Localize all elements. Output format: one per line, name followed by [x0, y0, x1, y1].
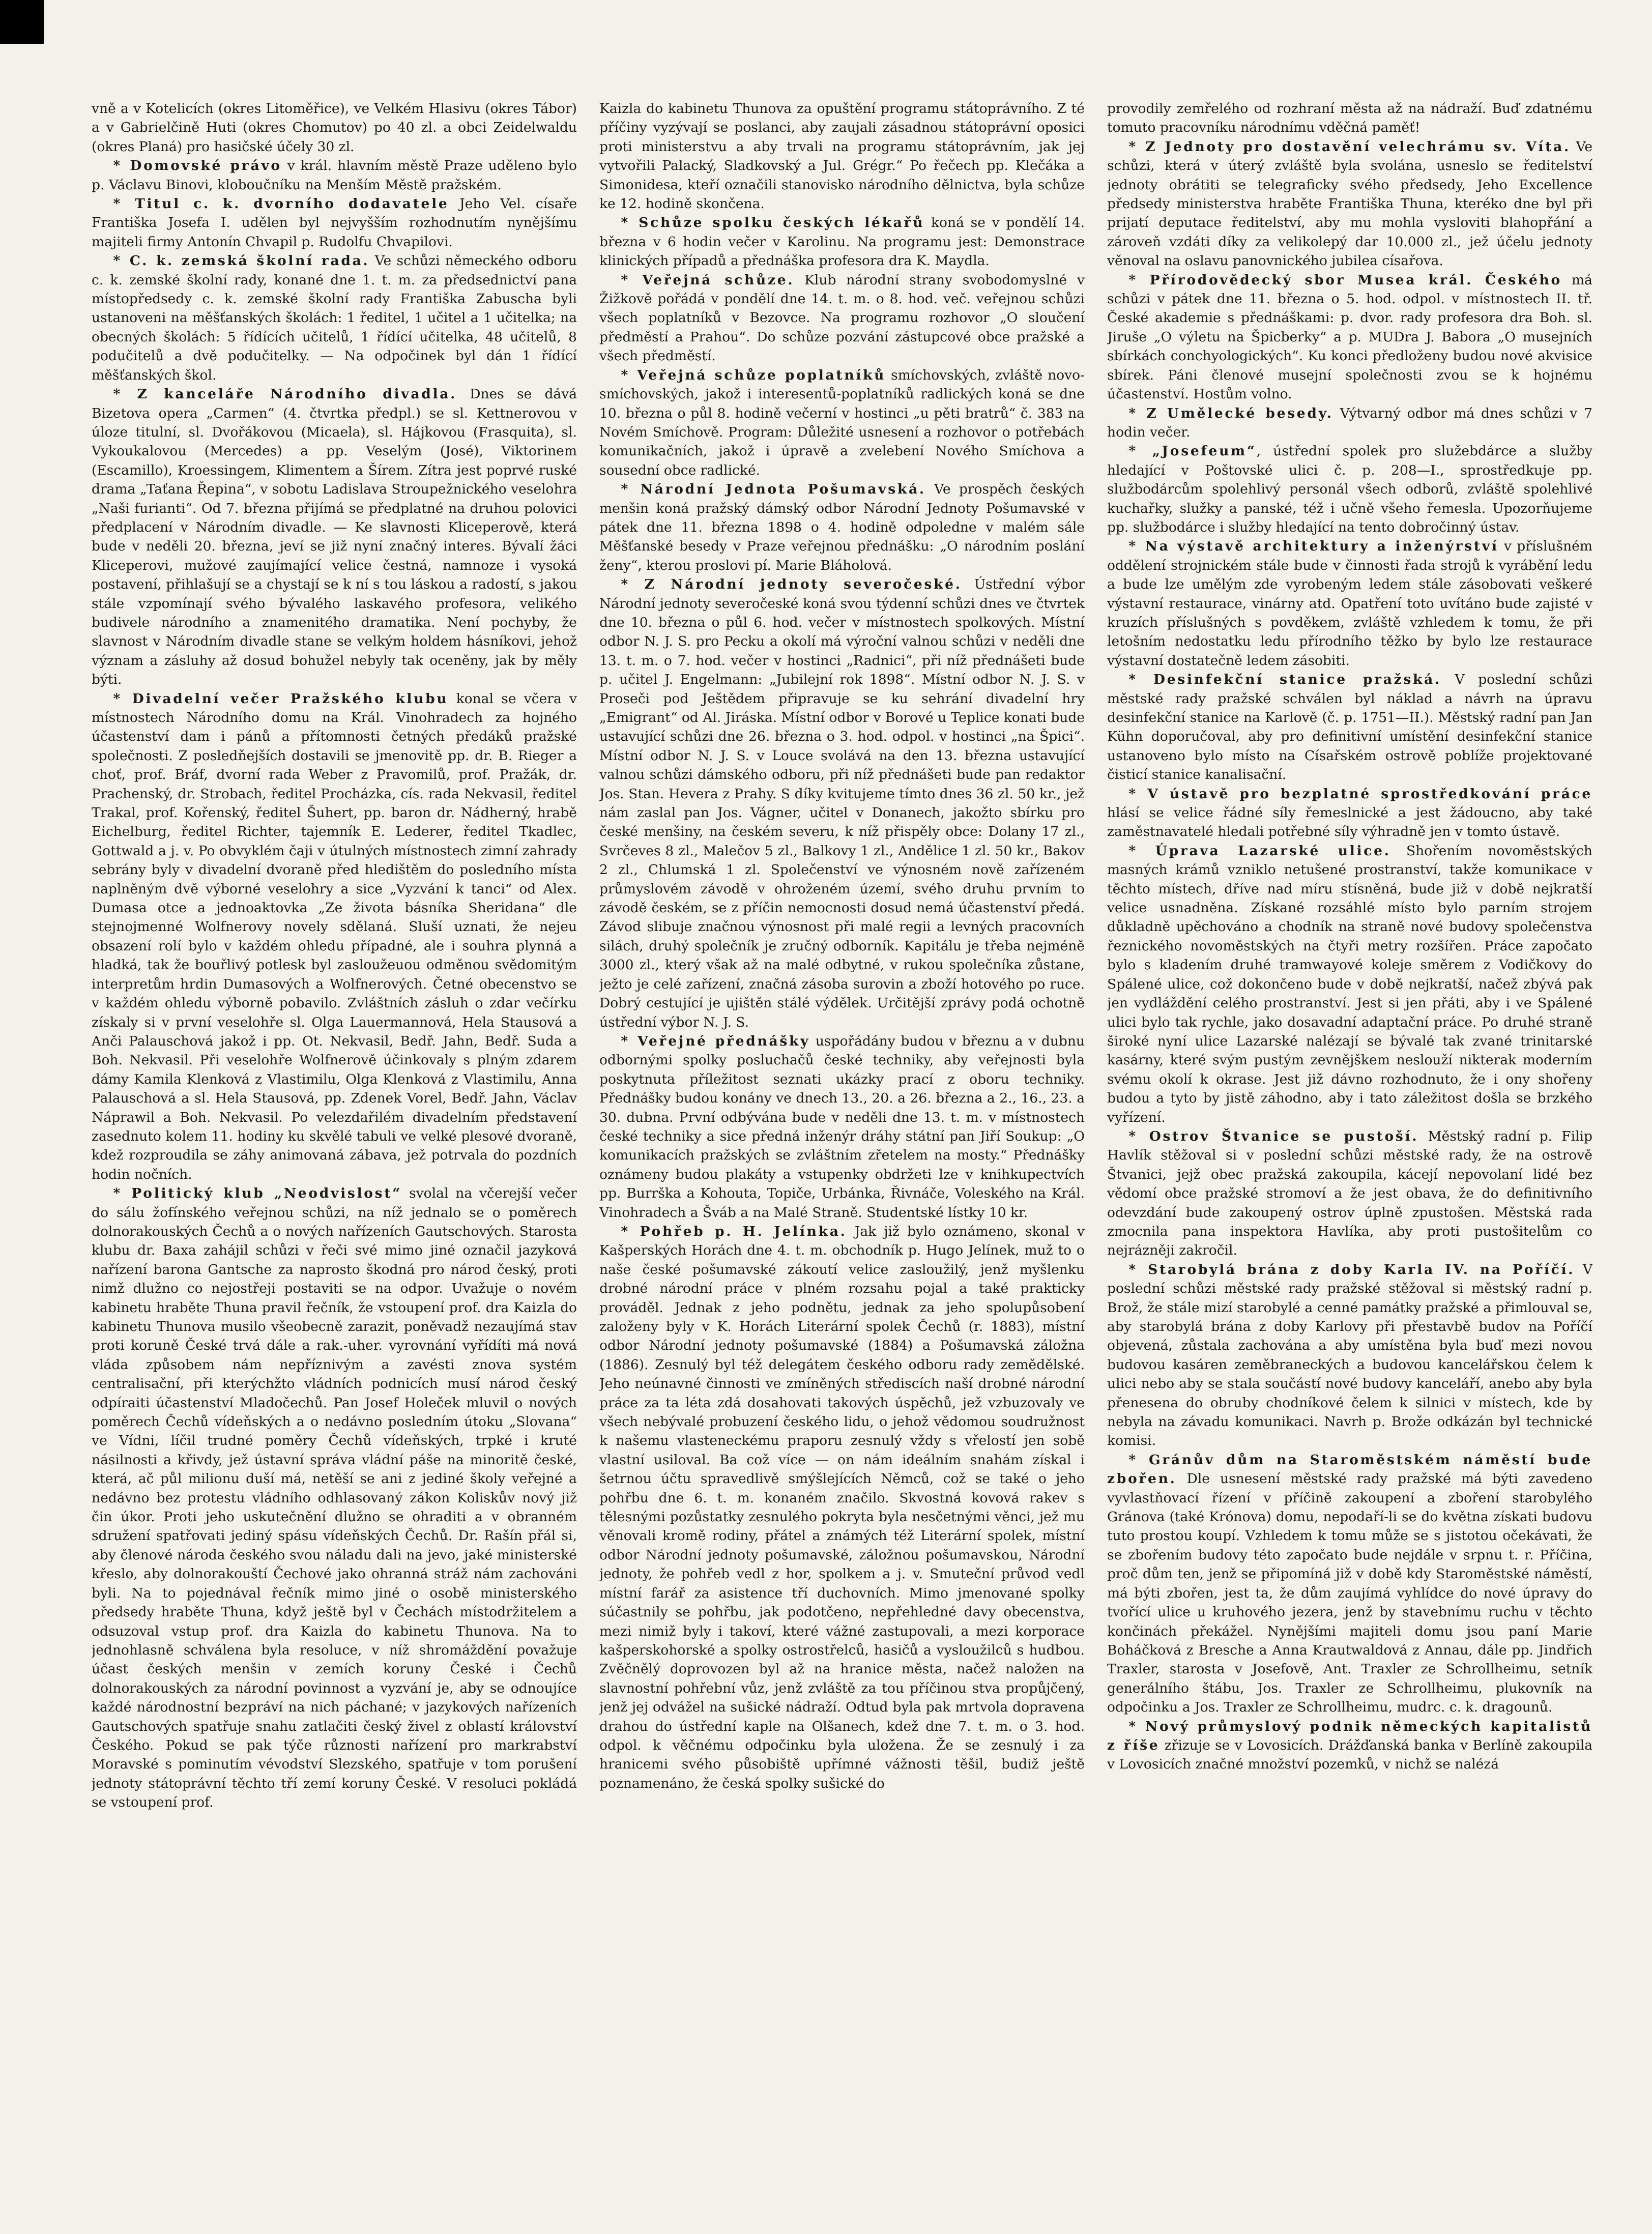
news-item-heading: * Přírodovědecký sbor Musea král. Českého [1128, 272, 1562, 288]
news-item [1107, 271, 1592, 404]
news-item-heading: * „Josefeum“ [1128, 443, 1257, 459]
news-item-text: zřizuje se v Lovosicích. Drážďanská banka v Berlíně zakoupila v Lovosicích značné množství pozemků, v nichž se nalézá [1107, 1737, 1592, 1773]
news-item [92, 156, 577, 194]
news-item-text: v příslušném oddělení strojnickém stále bude v činnosti řada strojů k vyrábění ledu a bude lze umělým zde vyrobeným ledem stále zásobovati veškeré výstavní restaurace, vinárny atd. Opatření toto uvítáno bude zajisté v kruzích příslušných s povděkem, zvláště vzhledem k tomu, že při letošním nedostatku ledu přírodního těžko by bylo lze restaurace výstavní dostatečně ledem zásobiti. [1107, 538, 1592, 669]
news-item-heading: * Úprava Lazarské ulice. [1128, 843, 1391, 859]
news-item-heading: * Desinfekční stanice pražská. [1128, 672, 1441, 688]
news-item [1107, 99, 1592, 137]
news-item-text: Kaizla do kabinetu Thunova za opuštění programu státoprávního. Z té příčiny vyzývají se poslanci, aby zaujali zásadnou státoprávní oposici proti ministerstvu a aby trvali na programu státoprávním, jak jej vytvořili Palacký, Sladkovský a Jul. Grégr.“ Po řečech pp. Klečáka a Simonidesa, kteří označili stanovisko národního dělnictva, byla schůze ke 12. hodině skončena. [599, 101, 1085, 212]
news-item-heading: * Z Národní jednoty severočeské. [621, 576, 962, 593]
news-item [92, 99, 577, 156]
news-item-heading: * Z Jednoty pro dostavění velechrámu sv. Víta. [1128, 138, 1571, 155]
news-item-heading: * Ostrov Štvanice se pustoší. [1128, 1128, 1419, 1144]
news-item [1107, 137, 1592, 271]
news-item [599, 99, 1085, 213]
news-item [599, 1032, 1085, 1222]
columns-container [92, 99, 1592, 2190]
news-item-heading: * Na výstavě architektury a inženýrství [1128, 538, 1499, 555]
news-item-text: Ústřední výbor Národní jednoty severočeské koná svou týdenní schůzi dnes ve čtvrtek dne 10. března o půl 6. hod. večer v místnostech spolkových. Místní odbor N. J. S. pro Pecku a okolí má výroční valnou schůzi v neděli dne 13. t. m. o 7. hod. večer v hostinci „Radnici“, při níž přednášeti bude p. učitel J. Engelmann: „Jubilejní rok 1898“. Místní odbor N. J. S. v Proseči pod Ještědem připravuje se ku sehrání divadelní hry „Emigrant“ od Al. Jiráska. Místní odbor v Borové u Teplice konati bude ustavující schůzi dne 26. března o 3. hod. odpol. v hostinci „na Špici“. Místní odbor N. J. S. v Louce svolává na den 13. března ustavující valnou schůzi dámského odboru, při níž přednášeti bude pan redaktor Jos. Stan. Hevera z Prahy. S díky kvitujeme tímto dnes 36 zl. 50 kr., jež nám zaslal pan Jos. Vágner, učitel v Donanech, jakožto sbírku pro české menšiny, na českém severu, k níž přispěly obce: Dolany 17 zl., Svrčeves 8 zl., Malečov 5 zl., Balkovy 1 zl., Andělice 1 zl. 50 kr., Bakov 2 zl., Chlumská 1 zl. Společenství ve výnosném nově zařízeném průmyslovém závodě v ohroženém území, svého druhu prvním to závodě českém, se z příčin nemocnosti dosud nemá účastenství předá. Závod slibuje značnou výnosnost při malé regii a levných pracovních silách, druhý společník je zručný odborník. Kapitálu je třeba nejméně 3000 zl., který však až na malé odbytné, v rukou společníka zůstane, ježto je celé zařízení, značná zásoba surovin a zboží hotového po ruce. Dobrý cestující je ujištěn stálé výdělek. Určitější zprávy podá ochotně ústřední výbor N. J. S. [599, 576, 1085, 1030]
news-item [599, 213, 1085, 270]
news-item-text: Ve schůzi německého odboru c. k. zemské školní rady, konané dne 1. t. m. za předsednictví pana místopředsedy c. k. zemské školní rady Františka Zabuscha byli ustanoveni na měšťanských školách: 1 ředitel, 1 učitel a 1 učitelka; na obecných školách: 5 řídících učitelů, 1 řídící učitelka, 48 učitelů, 8 podučitelů a dvě podučitelky. — Na odpočinek byl dán 1 řídící měšťanských škol. [92, 253, 577, 383]
news-item-heading: * Domovské právo [113, 158, 282, 174]
news-item-heading: * Z Umělecké besedy. [1128, 405, 1334, 421]
news-item [1107, 1450, 1592, 1717]
news-item [599, 480, 1085, 575]
news-item-heading: * Schůze spolku českých lékařů [621, 215, 925, 231]
column-1 [92, 99, 577, 2190]
news-item-heading: * C. k. zemská školní rada. [113, 253, 370, 269]
news-item-text: Městský radní p. Filip Havlík stěžoval si v poslední schůzi městské rady, že na ostrově Štvanici, jejž obec pražská zakoupila, kácejí nepovolaní lidé bez vědomí obce pražské stromoví a že jest obava, že do definitivního odevzdání bude zakoupený ostrov úplně zpustošen. Městská rada zmocnila pana inspektora Havlíka, aby proti pustošitelům co nejrázněji zakročil. [1107, 1128, 1592, 1259]
news-item [599, 1222, 1085, 1793]
news-item-text: Shořením novoměstských masných krámů vzniklo netušené prostranství, takže komunikace v těchto místech, dříve nad míru stísněná, bude již v době nejkratší velice usnadněna. Získané rozsáhlé místo bylo parním strojem důkladně upěchováno a chodník na straně nové budovy společenstva řeznického novoměstských na čtyři metry rozšířen. Práce započato bylo s kladením druhé tramwayové koleje směrem z Vodičkovy do Spálené ulice, což dokončeno bude v době nejkratší, načež zbývá pak jen vydláždění celého prostranství. Jest si jen přáti, aby i ve Spálené ulici bylo tak rychle, jako dosavadní adaptační práce. Po druhé straně široké nyní ulice Lazarské nalézají se bývalé tak zvané trinitarské kasárny, které svým pustým zevnějškem neslouží nikterak moderním svému okolí k okrase. Jest již dávno rozhodnuto, že i ony shořeny budou a tyto by jistě záhodno, aby i tato záležitost došla se brzkého vyřízení. [1107, 843, 1592, 1125]
news-item [1107, 785, 1592, 842]
news-item [1107, 1717, 1592, 1774]
news-item [1107, 1260, 1592, 1450]
news-item-text: Ve prospěch českých menšin koná pražský dámský odbor Národní Jednoty Pošumavské v pátek dne 11. března 1898 o 4. hodině odpoledne v malém sále Měšťanské besedy v Praze veřejnou přednášku: „O národním poslání ženy“, kterou proslovi pí. Marie Bláholová. [599, 481, 1085, 573]
news-item-text: V poslední schůzi městské rady pražské stěžoval si městský radní p. Brož, že stále mizí starobylé a cenné památky pražské a přimlouval se, aby starobylá brána z doby Karlovy při přestavbě budov na Poříčí objevená, zůstala zachována a aby umístěna byla buď mezi novou budovou kasáren zeměbraneckých a budovou kancelářskou čelem k ulici nebo aby se stala součástí nové budovy kanceláří, anebo aby byla přenesena do obruby chodníkové čelem k silnici v místech, kde by nebyla na závadu komunikaci. Navrh p. Brože odkázán byl technické komisi. [1107, 1261, 1592, 1449]
news-item-heading: * Politický klub „Neodvislost“ [113, 1185, 402, 1202]
news-item-text: má schůzi v pátek dne 11. března o 5. hod. odpol. v místnostech II. tř. České akademie s přednáškami: p. dvor. rady profesora dra Boh. sl. Jiruše „O výletu na Špicberky“ a p. MUDra J. Babora „O musejních sbírkách conchyologických“. Ku konci předloženy budou nové akvisice sbírek. Páni členové musejní společnosti zvou se k hojnému účastenství. Hostům volno. [1107, 272, 1592, 402]
news-item [92, 194, 577, 251]
news-item [1107, 842, 1592, 1127]
news-item [92, 689, 577, 1184]
news-item [92, 251, 577, 385]
news-item-heading: * Veřejná schůze. [621, 272, 795, 288]
news-item-text: v král. hlavním městě Praze uděleno bylo p. Václavu Binovi, kloboučníku na Menším Městě pražském. [92, 158, 577, 193]
news-item-text: koná se v pondělí 14. března v 6 hodin večer v Karolinu. Na programu jest: Demonstrace klinických případů a přednáška profesora dra K. Maydla. [599, 215, 1085, 269]
news-item [1107, 1127, 1592, 1260]
news-item [92, 385, 577, 689]
news-item-heading: * Pohřeb p. H. Jelínka. [621, 1223, 847, 1239]
news-item [1107, 537, 1592, 670]
news-item-text: Klub národní strany svobodomyslné v Žižkově pořádá v pondělí dne 14. t. m. o 8. hod. več. veřejnou schůzi všech poplatníků v Bezovce. Na programu rozhovor „O sloučení předměstí a Prahou“. Do schůze pozvání zástupcové obce pražské a všech předměstí. [599, 272, 1085, 364]
news-item-text: Ve schůzi, která v úterý zvláště byla svolána, usneslo se ředitelství jednoty obrátiti se telegraficky svého předsedy, Jeho Excellence předsedy ministerstva hraběte Františka Thuna, kteréko dne byl při prijatí deputace ředitelství, aby mu mohla vysloviti blahopřání a zároveň vzdáti díky za velikolepý dar 10.000 zl., jež účelu jednoty věnoval na oslavu panovnického jubilea císařova. [1107, 138, 1592, 269]
news-item-heading: * Starobylá brána z doby Karla IV. na Poříčí. [1128, 1261, 1575, 1278]
news-item-heading: * V ústavě pro bezplatné sprostředkování práce [1128, 786, 1592, 802]
news-item-text: Jeho Vel. císaře Františka Josefa I. udělen byl nejvyšším rozhodnutím nynějšímu majiteli firmy Antonín Chvapil p. Rudolfu Chvapilovi. [92, 196, 577, 250]
news-item-text: Výtvarný odbor má dnes schůzi v 7 hodin večer. [1107, 405, 1592, 440]
news-item-text: , ústřední spolek pro služebdárce a služby hledající v Poštovské ulici č. p. 208—I., sprostředkuje pp. službodárcům spolehlivý personál všech odborů, zvláště spolehlivé kuchařky, služky a panské, též i učně všeho řemesla. Upozorňujeme pp. službodárce i služby hledající na tento dobročinný ústav. [1107, 443, 1592, 535]
news-item-heading: * Národní Jednota Pošumavská. [621, 481, 926, 498]
news-item-text: Dnes se dává Bizetova opera „Carmen“ (4. čtvrtka předpl.) se sl. Kettnerovou v úloze titulní, sl. Dvořákovou (Micaela), sl. Hájkovou (Frasquita), sl. Vykoukalovou (Mercedes) a pp. Veselým (José), Viktorinem (Escamillo), Kroessingem, Klimentem a Šírem. Zítra jest poprvé ruské drama „Taťana Řepina“, v sobotu Ladislava Stroupežnického veselohra „Naši furianti“. Od 7. března přijímá se předplatné na druhou polovici předplacení v Národním divadle. — Ke slavnosti Kliceperově, která bude v neděli 20. března, jeví se již nyní značný interes. Bývalí žáci Kliceperovi, mužové zaujímající velice čestná, namnoze i vysoká postavení, přihlašují se a chystají se k ní s tou láskou a radostí, s jakou stále vzpomínají svého bývalého laskavého profesora, velikého budivele národního a znamenitého dramatika. Není pochyby, že slavnost v Národním divadle stane se velkým holdem hásníkovi, jehož význam a zásluhy až dosud bohužel nebyly tak oceněny, jak by měly býti. [92, 386, 577, 688]
column-3 [1107, 99, 1592, 2190]
news-item [599, 575, 1085, 1032]
news-item-text: Dle usnesení městské rady pražské má býti zavedeno vyvlastňovací řízení v příčině zakoupení a zboření starobylého Gránova (také Krónova) domu, nepodaří-li se do května získati budovu tuto prostou koupí. Vzhledem k tomu může se s jistotou očekávati, že se zbořením budovy této započato bude nejdále v srpnu t. r. Příčina, proč dům ten, jenž se připomíná již v době kdy Staroměstské náměstí, má býti zbořen, jest ta, že dům zaujímá vyhlídce do nové úpravy do tvořící ulice u kruhového jezera, jenž by stavebnímu ruchu v těchto končinách překážel. Nynějšími majiteli domu jsou paní Marie Boháčková z Bresche a Anna Krautwaldová z Annau, dále pp. Jindřich Traxler, starosta v Josefově, Ant. Traxler ze Schrollheimu, setník generálního štábu, Jos. Traxler ze Schrollheimu, plukovník na odpočinku a Jos. Traxler ze Schrollheimu, mudrc. c. k. dragounů. [1107, 1471, 1592, 1716]
news-item-text: V poslední schůzi městské rady pražské schválen byl náklad a návrh na úpravu desinfekční stanice na Karlově (č. p. 1751—II.). Městský radní pan Jan Kühn doporučoval, aby pro definitivní umístění desinfekční stanice ustanoveno bylo místo na Císařském ostrově poblíže projektované čisticí stanice kanalisační. [1107, 672, 1592, 783]
news-item [92, 1184, 577, 1812]
news-item-heading: * Veřejné přednášky [621, 1033, 810, 1049]
news-item [1107, 404, 1592, 442]
news-item-text: Jak již bylo oznámeno, skonal v Kašperských Horách dne 4. t. m. obchodník p. Hugo Jelínek, muž to o naše české pošumavské zákoutí velice zasloužilý, jenž myšlenku drobné národní práce v plném rozsahu pojal a také prakticky prováděl. Jednak z jeho podnětu, jednak za jeho spolupůsobení založeny byly v K. Horách Literární spolek Čechů (r. 1883), místní odbor Národní jednoty pošumavské (1884) a Pošumavská záložna (1886). Zesnulý byl též delegátem českého odboru rady zemědělské. Jeho neúnavné činnosti ve zmíněných střediscích naší drobné národní práce za ta léta zdá dosahovati takových úspěchů, jež vzbuzovaly ve všech nebývalé probuzení českého lidu, o jehož vědomou soudružnost k našemu vlasteneckému praporu zesnulý vždy s vřelostí jen sobě vlastní usiloval. Ba což více — on nám ideálním snahám získal i šetrnou účtu spravedlivě smýšlejících Němců, což se také o jeho pohřbu dne 6. t. m. konaném značilo. Skvostná kovová rakev s tělesnými pozůstatky zesnulého pokryta byla nesčetnými věnci, jež mu věnovali kromě rodiny, přátel a známých též Literární spolek, místní odbor Národní jednoty pošumavské, záložnou pošumavskou, Národní jednoty, že pohřeb vedl z hor, spolkem a j. v. Smuteční průvod vedl místní farář za asistence tří duchovních. Mimo jmenované spolky súčastnily se pohřbu, jak podotčeno, nepřehledné davy obecenstva, mezi nimiž byly i takoví, které vážné zastupovali, a mezi korporace kašperskohorské a spolky ostrostřelců, hasičů a vysloužilců s hudbou. Zvěčnělý doprovozen byl až na hranice města, načež naložen na slavnostní pohřební vůz, jenž zvláště za tou příčinou stva propůjčený, jenž jej odvážel na sušické nádraží. Odtud byla pak mrtvola dopravena drahou do ústřední kaple na Olšanech, kdež dne 7. t. m. o 3. hod. odpol. k věčnému odpočinku byla uložena. Že se zesnulý i za hranicemi svého působiště upřímné vážnosti těšil, budiž ještě poznamenáno, že česká spolky sušické do [599, 1223, 1085, 1791]
column-2 [599, 99, 1085, 2190]
news-item-text: konal se včera v místnostech Národního domu na Král. Vinohradech za hojného účastenství dam i pánů a přítomnosti četných předáků pražské společnosti. Z posledňejších dostavili se jmenovitě pp. dr. B. Rieger a choť, prof. Bráf, dvorní rada Weber z Pravomilů, prof. Pražák, dr. Prachenský, dr. Strobach, ředitel Procházka, cís. rada Nekvasil, ředitel Trakal, prof. Kořenský, ředitel Šuhert, pp. baron dr. Nádherný, hrabě Eichelburg, ředitel Richter, tajemník E. Lederer, ředitel Tkadlec, Gottwald a j. v. Po obvyklém čaji v útulných místnostech zimní zahrady sebrány byly v divadelní dvoraně před hledištěm do posledního místa naplněným dvě výborné veselohry a sice „Vyzvání k tanci“ od Alex. Dumasa otce a jednoaktovka „Ze života básníka Sheridana“ dle stejnojmenné Wolfnerovy novely sdělaná. Sluší uznati, že nejeu obsazení rolí bylo v každém ohledu případné, ale i souhra plynná a hladká, tak že bouřlivý potlesk byl zasloužeuou odměnou svědomitým interpretům hrdin Dumasových a Wolfnerových. Četné obecenstvo se v každém ohledu výborně pobavilo. Zvláštních zásluh o zdar večírku získaly si v první veselohře sl. Olga Lauermannová, Hela Stausová a Anči Palauschová jakož i pp. Ot. Nekvasil, Bedř. Jahn, Bedř. Suda a Boh. Nekvasil. Při veselohře Wolfnerově účinkovaly s plným zdarem dámy Kamila Klenková z Vlastimilu, Olga Klenková z Vlastimilu, Anna Palauschová a sl. Hela Stausová, pp. Zdenek Vorel, Bedř. Jahn, Václav Náprawil a Boh. Nekvasil. Po velezdařilém divadelním představení zasednuto kolem 11. hodiny ku skvělé tabuli ve velké plesové dvoraně, kdež rozproudila se záhy animovaná zábava, jež potrvala do pozdních hodin nočních. [92, 690, 577, 1182]
news-item-heading: * Nový průmyslový podnik německých kapitalistů z říše [1107, 1718, 1592, 1753]
news-item [1107, 670, 1592, 784]
news-item-text: smíchovských, zvláště novo-smíchovských, jakož i interesentů-poplatníků radlických koná se dne 10. března o půl 8. hodině večerní v hostinci „u pěti bratrů“ č. 383 na Novém Smíchově. Program: Důležité usnesení a rozhovor o potřebách komunikačních, jakož i úpravě a zvelebení Nového Smíchova a sousední obce radlické. [599, 367, 1085, 478]
news-item-heading: * Titul c. k. dvorního dodavatele [113, 196, 449, 212]
news-item-text: vně a v Kotelicích (okres Litoměřice), ve Velkém Hlasivu (okres Tábor) a v Gabrielčině Huti (okres Chomutov) po 40 zl. a obci Zeidelwaldu (okres Planá) pro hasičské účely 30 zl. [92, 101, 577, 155]
news-item-heading: * Divadelní večer Pražského klubu [113, 690, 449, 707]
news-item [599, 271, 1085, 366]
news-item [599, 366, 1085, 480]
scan-corner-mark [0, 0, 44, 44]
news-item-heading: * Z kanceláře Národního divadla. [113, 386, 457, 402]
news-item-text: hlásí se velice řádné síly řemeslnické a jest žádoucno, aby také zaměstnavatelé hledali potřebné síly výhradně jen v tomto ústavě. [1107, 805, 1592, 840]
news-item-text: uspořádány budou v březnu a v dubnu odbornými spolky posluchačů české techniky, aby veřejnosti byla poskytnuta příležitost seznati ukázky prací z oboru techniky. Přednášky budou konány ve dnech 13., 20. a 26. března a 2., 16., 23. a 30. dubna. První odbývána bude v neděli dne 13. t. m. v místnostech české techniky a sice předná inženýr dráhy státní pan Jiří Soukup: „O komunikacích pražských se zvláštním zřetelem na mosty.“ Přednášky oznámeny budou plakáty a vstupenky obdržeti lze v knihkupectvích pp. Burrška a Kohouta, Topiče, Urbánka, Řivnáče, Voleského na Král. Vinohradech a Šváb a na Malé Straně. Studentské lístky 10 kr. [599, 1033, 1085, 1221]
news-item-heading: * Gránův dům na Staroměstském náměstí bude zbořen. [1107, 1452, 1592, 1487]
news-item-heading: * Veřejná schůze poplatníků [621, 367, 886, 383]
news-item [1107, 442, 1592, 537]
news-item-text: provodily zemřelého od rozhraní města až na nádraží. Buď zdatnému tomuto pracovníku národnímu vděčná paměť! [1107, 101, 1592, 136]
news-item-text: svolal na včerejší večer do sálu žofínského veřejnou schůzi, na níž jednalo se o poměrech dolnorakouských Čechů a o nových nařízeních Gautschových. Starosta klubu dr. Baxa zahájil schůzi v řeči své mimo jiné označil jazyková nařízení barona Gantsche za naprosto škodná pro národ český, proti nimž dlužno co nejostřeji postaviti se na odpor. Uvažuje o novém kabinetu hraběte Thuna pravil řečník, že vstoupení prof. dra Kaizla do kabinetu Thunova musilo všeobecně zarazit, poněvadž nezaujímá stav proti koruně České trvá dále a rak.-uher. vyrovnání vyřídíti má nová vláda způsobem nám nepříznivým a zavésti znova systém centralisační, při kterýchžto vládních podnicích musí národ český odpíraiti účastenství Mladočechů. Pan Josef Holeček mluvil o nových poměrech Čechů vídeňských a o nedávno posledním útoku „Slovana“ ve Vídni, líčil trudné poměry Čechů vídeňských, trpké i kruté násilnosti a křivdy, jež ústavní správa vládní páše na minoritě české, která, ač půl milionu duší má, netěší se ani z jediné školy veřejné a nedávno bez protestu vládního odhlasovaný zákon Koliskův nový již čin úkor. Proti jeho uskutečnění dlužno se ohraditi a v obranném sdružení spatřovati jediný spásu vídeňských Čechů. Dr. Rašín přál si, aby členové národa českého svou náladu dali na jevo, jaké ministerské křeslo, aby dolnorakouští Čechové jako ohranná stráž nám zachováni byli. Na to pojednával řečník mimo jiné o osobě ministerského předsedy hraběte Thuna, když ještě byl v Čechách místodržitelem a odsuzoval vstup prof. dra Kaizla do kabinetu Thunova. Na to jednohlasně schválena byla resoluce, v níž shromáždění považuje účast českých menšin v zemích koruny České i Čechů dolnorakouských za národní povinnost a vyzvání je, aby se odnoujíce každé národnostní bezpráví na nich páchané; v jazykových nařízeních Gautschových spatřuje snahu zatlačiti český živel z oblastí království Českého. Pokud se pak týče různosti nařízení pro markrabství Moravské s pominutím vévodství Slezského, spatřuje v tom porušení jednoty státoprávní těchto tří zemí koruny České. V resoluci pokládá se vstoupení prof. [92, 1185, 577, 1811]
